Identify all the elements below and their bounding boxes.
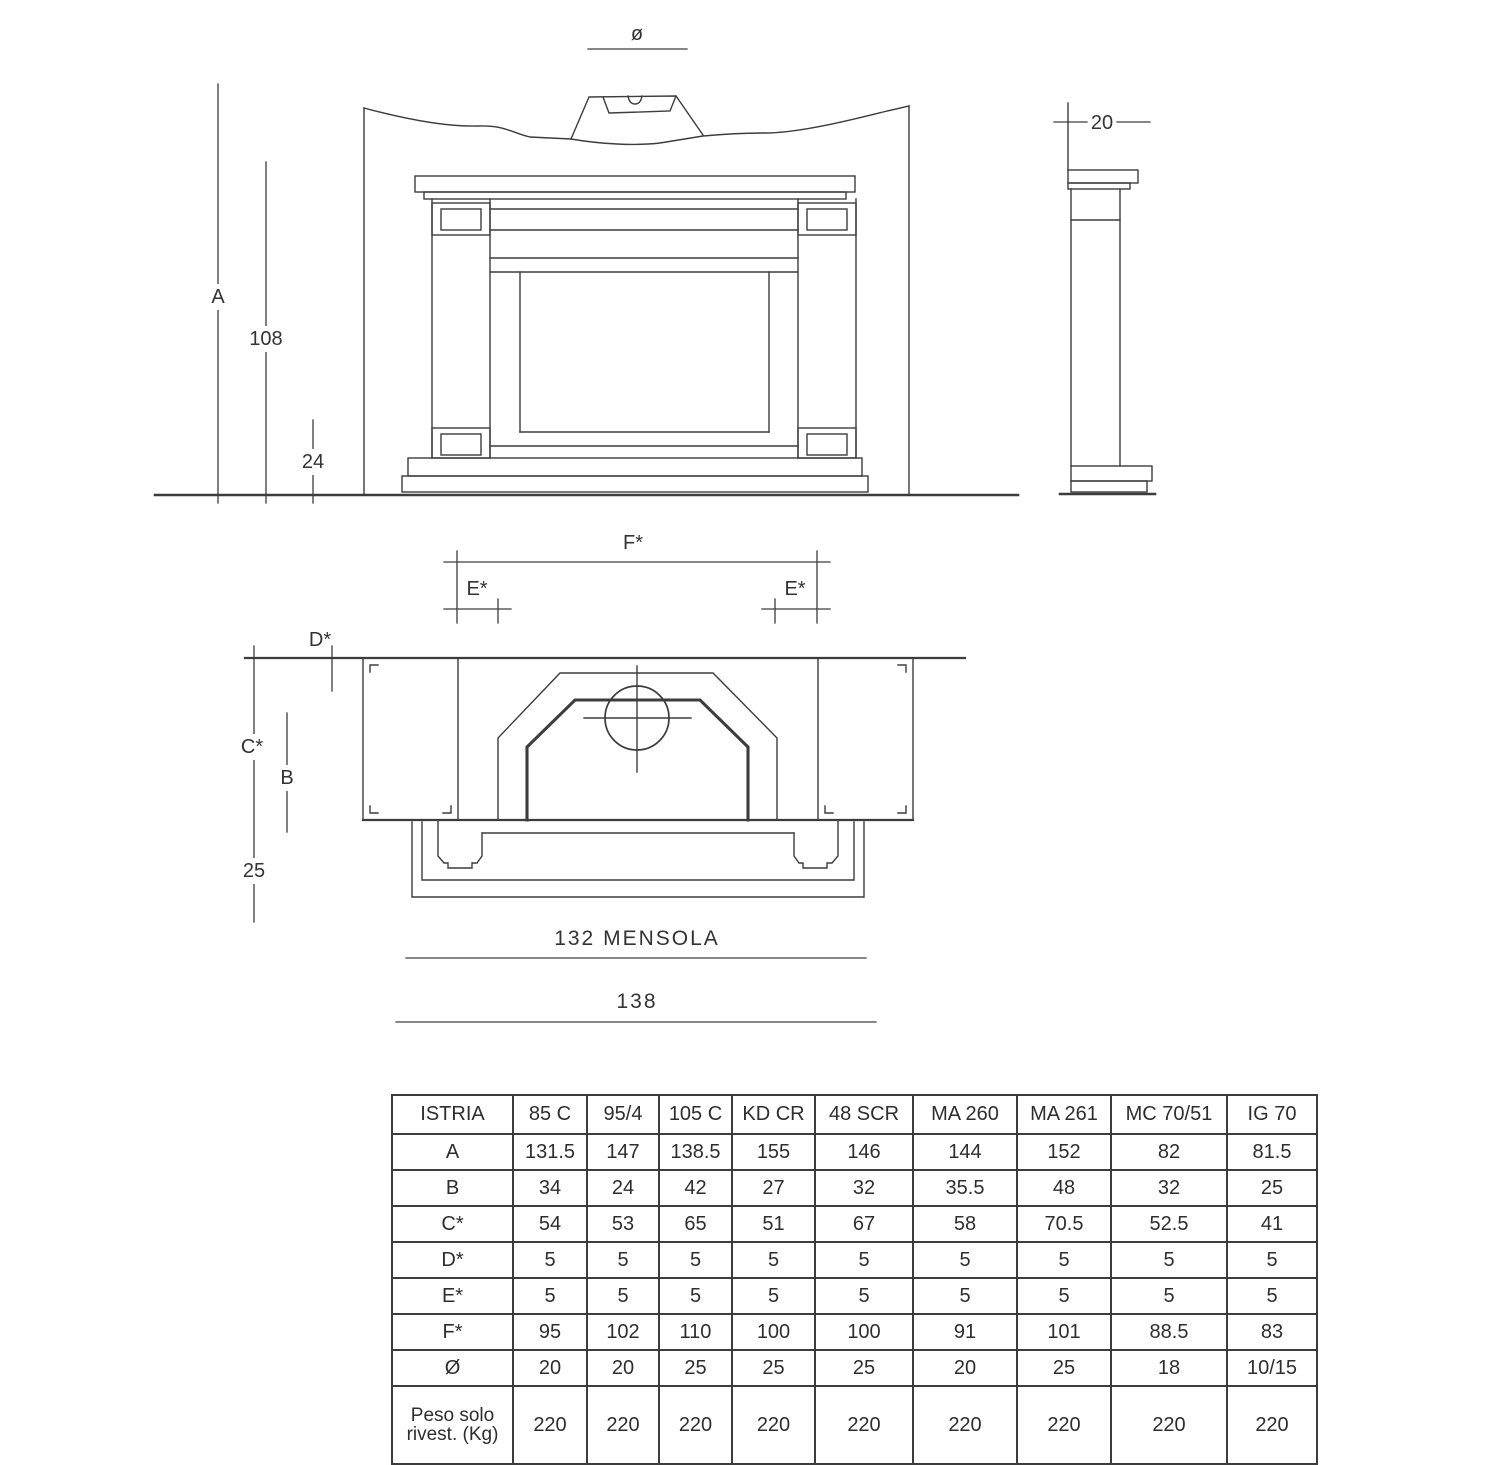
table-cell: 42 [659,1170,732,1206]
table-row [392,1314,1317,1350]
table-cell: 82 [1111,1134,1227,1170]
table-row-label: Ø [392,1350,513,1386]
table-cell: 67 [815,1206,913,1242]
table-cell: 10/15 [1227,1350,1317,1386]
table-header-cell: KD CR [732,1095,815,1134]
table-header-cell: MA 260 [913,1095,1017,1134]
table-cell: 100 [815,1314,913,1350]
table-cell: 144 [913,1134,1017,1170]
table-cell: 18 [1111,1350,1227,1386]
table-cell: 51 [732,1206,815,1242]
table-cell: 220 [815,1386,913,1464]
dim-label-flue-diameter: ø [630,23,644,45]
table-cell: 220 [587,1386,659,1464]
table-cell: 220 [1111,1386,1227,1464]
table-cell: 5 [1111,1278,1227,1314]
table-cell: 25 [732,1350,815,1386]
table-cell: 5 [815,1278,913,1314]
table-header-cell: ISTRIA [392,1095,513,1134]
table-cell: 220 [1227,1386,1317,1464]
table-cell: 146 [815,1134,913,1170]
table-cell: 147 [587,1134,659,1170]
table-cell: 83 [1227,1314,1317,1350]
dim-label-25: 25 [242,860,266,882]
dim-label-e-right: E* [784,578,806,600]
table-cell: 20 [587,1350,659,1386]
table-cell: 5 [659,1242,732,1278]
table-cell: 5 [1111,1242,1227,1278]
table-cell: 35.5 [913,1170,1017,1206]
table-row [392,1242,1317,1278]
table-cell: 110 [659,1314,732,1350]
dim-label-d: D* [308,629,332,651]
table-cell: 91 [913,1314,1017,1350]
table-row-label: C* [392,1206,513,1242]
table-cell: 54 [513,1206,587,1242]
plan-view [242,658,965,897]
table-cell: 5 [1017,1278,1111,1314]
dimensions-table [391,1094,1318,1465]
dim-label-c: C* [240,736,264,758]
table-cell: 25 [659,1350,732,1386]
table-cell: 32 [1111,1170,1227,1206]
dim-label-a: A [211,286,225,308]
table-cell: 5 [913,1242,1017,1278]
table-cell: 5 [1017,1242,1111,1278]
table-row-label: B [392,1170,513,1206]
table-cell: 101 [1017,1314,1111,1350]
table-header-cell: 48 SCR [815,1095,913,1134]
dim-label-24: 24 [301,451,325,473]
side-view [1060,103,1155,494]
table-cell: 5 [732,1278,815,1314]
table-row [392,1350,1317,1386]
table-cell: 5 [659,1278,732,1314]
table-cell: 102 [587,1314,659,1350]
table-cell: 53 [587,1206,659,1242]
table-header-cell: 95/4 [587,1095,659,1134]
dim-label-f: F* [623,532,643,554]
table-cell: 41 [1227,1206,1317,1242]
dim-label-e-left: E* [466,578,488,600]
dim-label-20: 20 [1090,112,1114,134]
table-cell: 155 [732,1134,815,1170]
table-header-cell: MA 261 [1017,1095,1111,1134]
table-cell: 58 [913,1206,1017,1242]
table-header-cell: MC 70/51 [1111,1095,1227,1134]
table-cell: 25 [1227,1170,1317,1206]
table-row-peso [392,1386,1317,1464]
table-row-label: F* [392,1314,513,1350]
table-row [392,1170,1317,1206]
table-cell: 131.5 [513,1134,587,1170]
table-cell: 152 [1017,1134,1111,1170]
table-cell: 138.5 [659,1134,732,1170]
table-cell: 32 [815,1170,913,1206]
dim-label-mensola: 132 MENSOLA [554,927,720,950]
dim-label-138: 138 [616,990,658,1013]
table-row [392,1278,1317,1314]
table-cell: 220 [513,1386,587,1464]
table-cell: 5 [587,1242,659,1278]
table-cell: 5 [513,1278,587,1314]
table-cell: 25 [815,1350,913,1386]
dimension-lines [209,40,1150,1031]
table-cell: 5 [1227,1278,1317,1314]
table-cell: 65 [659,1206,732,1242]
table-cell: 5 [815,1242,913,1278]
table-row-label: D* [392,1242,513,1278]
table-cell: 100 [732,1314,815,1350]
table-row [392,1134,1317,1170]
table-header-cell: 85 C [513,1095,587,1134]
table-cell: 220 [732,1386,815,1464]
table-cell: 81.5 [1227,1134,1317,1170]
table-cell: 20 [513,1350,587,1386]
table-cell: 5 [1227,1242,1317,1278]
table-header-cell: 105 C [659,1095,732,1134]
table-cell: 25 [1017,1350,1111,1386]
dim-label-b: B [280,767,294,789]
table-cell: 220 [913,1386,1017,1464]
table-cell: 52.5 [1111,1206,1227,1242]
table-cell: 24 [587,1170,659,1206]
table-cell: 88.5 [1111,1314,1227,1350]
table-row [392,1206,1317,1242]
table-header-cell: IG 70 [1227,1095,1317,1134]
front-view [155,96,1018,495]
table-cell: 220 [1017,1386,1111,1464]
table-cell: 5 [587,1278,659,1314]
table-cell: 220 [659,1386,732,1464]
table-cell: 34 [513,1170,587,1206]
peso-label-line1: Peso solo [410,1405,495,1426]
table-row-label [392,1386,513,1464]
table-cell: 27 [732,1170,815,1206]
table-cell: 48 [1017,1170,1111,1206]
table-cell: 20 [913,1350,1017,1386]
table-row-label: A [392,1134,513,1170]
table-row-label: E* [392,1278,513,1314]
dim-label-108: 108 [249,328,283,350]
table-cell: 5 [513,1242,587,1278]
peso-label-line2: rivest. (Kg) [406,1424,499,1445]
table-header-row [392,1095,1317,1134]
table-cell: 5 [732,1242,815,1278]
table-cell: 70.5 [1017,1206,1111,1242]
table-cell: 95 [513,1314,587,1350]
table-cell: 5 [913,1278,1017,1314]
